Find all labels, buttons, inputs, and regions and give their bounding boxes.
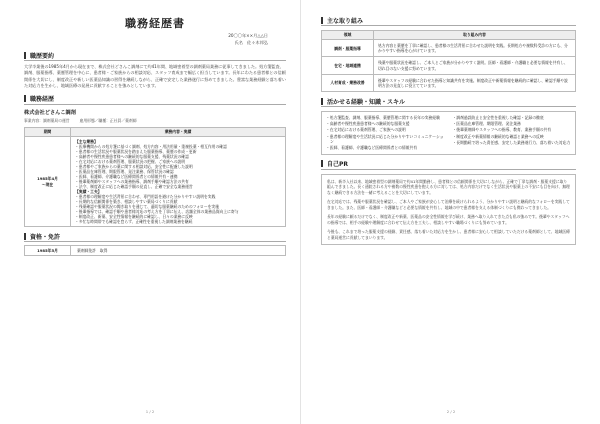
list-item: ・長期的な信頼関係を築き、相談しやすい薬局づくりに貢献 [75,199,178,205]
table-header-row [25,127,286,136]
skills-left-column [326,115,449,151]
skill-item: ・医師、看護師、介護職など医療関係者との情報共有 [326,144,418,150]
list-item: ・医療機関からの処方箋に基づく調剤、処方内容・用法用量・重複投薬・相互作用の確認 [75,143,227,149]
skill-item: ・患者様の理解度や生活状況に応じた分かりやすいコミュニケーション [326,133,444,144]
table-row [25,136,286,227]
list-item: ・後輩指導では、確認手順や患者様対応の考え方を丁寧に伝え、店舗全体の業務品質向上に寄与 [75,209,239,215]
effort-field: 調剤・服薬指導 [322,40,374,57]
main-duties-list [75,144,281,189]
list-item: ・高齢者や慢性疾患患者様への継続的な服薬支援、残薬状況の確認 [75,153,189,159]
page-number: 1 / 2 [145,409,155,414]
heading-bar [24,95,26,102]
heading-bar [24,233,26,240]
ingenuity-list [75,194,281,224]
employment-type: 雇用形態／職種：正社員／薬剤師 [79,117,137,123]
efforts-heading: 主な取り組み [321,16,576,26]
list-item: ・在宅対応における薬剤管理、服薬状況の把握、ご家族への説明 [75,158,186,164]
summary-text: 大学卒業後の1985年4月から現在まで、株式会社どさんこ調剤にて約41年間、地域密着型の調剤薬局業務に従事してきました。処方箋監査、調剤、服薬指導、薬歴管理を中心に、患者様・ご家族からの相談対応、スタッフ育成まで幅広く担当しています。長年にわたる患者様との信頼関係を大切にし、制度改正や新しい医薬品知識の習得を継続しながら、正確で安定した業務遂行に努めてきました。豊富な業務経験と落ち着いた対応力を生かし、地域医療の発展に貢献することを強みとしています。 [24,64,286,89]
company-name: 株式会社どさんこ調剤 [24,109,76,116]
list-item: ・法令、制度改正に応じた確認手順の見直し、正確で安全な業務運営 [75,184,193,190]
list-item: ・後輩薬剤師やスタッフへの業務指導、調剤手順や確認方法の共有 [75,179,189,184]
summary-heading: 職歴要約 [24,51,286,61]
pr-box [321,174,576,246]
document-date: 20〇〇年××月△△日 [228,33,268,38]
header-content: 取り組み内容 [374,31,576,40]
license-text: 薬剤師免許 取得 [71,246,286,256]
skill-item: ・処方箋監査、調剤、服薬指導、薬歴管理に関する長年の実務経験 [326,115,440,121]
skills-box [321,111,576,155]
pr-paragraph: 私は、新卒入社以来、地域密着型の調剤薬局で約41年間勤務し、患者様との信頼関係を大切にしながら、正確で丁寧な調剤・服薬支援に取り組んできました。長く通院される方や複数の慢性疾患を抱える方に対しては、処方内容だけでなく生活状況や服薬上の不安にも目を向け、無理なく継続できる方法を一緒に考えることを大切にしています。 [327,178,570,195]
heading-bar [321,98,323,105]
skill-item: ・調剤過誤防止と安全性を重視した確認・記録の徹底 [452,115,544,121]
skill-item: ・後輩薬剤師やスタッフへの指導、教育、業務手順の共有 [452,127,552,133]
effort-content: 処方内容と薬歴を丁寧に確認し、患者様の生活背景に合わせた説明を実践。長期処方や複数科受診の方にも、分かりやすい指導を心がけています。 [374,40,576,57]
license-heading: 資格・免許 [24,232,286,242]
table-row [322,57,576,74]
document-title: 職務経歴書 [125,17,185,30]
page-2 [300,0,600,424]
heading-bar [321,160,323,167]
content-cell [71,136,286,227]
table-row [25,246,286,256]
list-item: ・多忙な時間帯でも確認を怠らず、正確性を重視した調剤業務を継続 [75,219,193,225]
header-field: 領域 [322,31,374,40]
skill-item: ・制度改正や新薬情報の継続的な確認と業務への反映 [452,133,544,139]
skill-item: ・医薬品在庫管理、期限管理、発注業務 [452,121,521,127]
skill-item: ・在宅対応における薬剤管理、ご家族への説明 [326,127,406,133]
pr-paragraph: 今後も、これまで培った服薬支援の経験、責任感、落ち着いた対応力を生かし、患者様に安心して相談していただける薬剤師として、地域医療と薬局運営に貢献してまいります。 [327,229,570,240]
list-item: ・医師、看護師、介護職など医療関係者との情報共有・連携 [75,173,178,179]
table-header-row [322,31,576,40]
main-duties-heading: 【主な業務】 [75,138,98,144]
list-item: ・残薬確認や服薬状況の聞き取りを通じて、適切な服薬継続のためのフォローを実施 [75,204,220,210]
list-item: ・患者様やご家族からの薬に関する相談対応、安全性に配慮した説明 [75,163,193,169]
table-row [322,74,576,91]
pr-paragraph: 在宅対応では、残薬や服薬状況を確認し、ご本人やご家族が安心して治療を続けられるよう、分かりやすい説明と継続的なフォローを実践してきました。また、医師・看護師・介護職などと必要な情報を共有し、地域の中で患者様を支える体制づくりにも携わってきました。 [327,199,570,210]
pr-heading: 自己PR [321,160,576,170]
ingenuity-heading: 【実績・工夫】 [75,189,102,195]
header-period: 期間 [25,127,71,136]
pr-paragraph: 長年の経験に頼るだけでなく、制度改正や新薬、医薬品の安全性情報を学び続け、業務へ取り入れてきた点も私の強みです。後輩やスタッフへの指導では、相手の経験や理解度に合わせて伝え方を工夫し、相談しやすい職場づくりにも努めています。 [327,214,570,225]
skill-item: ・高齢者や慢性疾患患者様への継続的な服薬支援 [326,121,410,127]
license-table [24,245,286,256]
effort-content: 残薬や服薬状況を確認し、ご本人とご家族が分かりやすく説明。医師・看護師・介護職と必要な情報を共有し、切れ目のない支援に努めています。 [374,57,576,74]
header-content: 業務内容・実績 [71,127,286,136]
effort-field: 在宅・地域連携 [322,57,374,74]
history-table [24,127,286,228]
heading-bar [24,52,26,59]
history-heading: 職務経歴 [24,95,286,105]
list-item: ・患者様の理解度や生活背景に合わせ、専門用語を避けた分かりやすい説明を実践 [75,194,216,200]
heading-bar [321,17,323,24]
applicant-name: 氏名 佐々木邦弘 [234,40,268,45]
effort-field: 人材育成・業務改善 [322,74,374,91]
skills-right-column [449,115,572,151]
period-cell: 1985年4月 〜現在 [25,136,71,227]
page-number: 2 / 2 [446,409,456,414]
license-date: 1985年5月 [25,246,71,256]
efforts-table [321,30,576,92]
list-item: ・患者様の生活状況や服薬状況を踏まえた服薬指導、薬歴の作成・更新 [75,148,197,154]
business-description: 事業内容：調剤薬局の運営 [24,117,70,123]
company-details [24,118,286,124]
skills-heading: 活かせる経験・知識・スキル [321,97,576,107]
list-item: ・医薬品在庫管理、期限管理、発注業務、保管状況の確認 [75,168,174,174]
skill-item: ・長期勤続で培った責任感、安定した業務遂行力、落ち着いた対応力 [452,139,571,145]
list-item: ・制度改正、新薬、安全性情報を継続的に確認し、日々の業務に反映 [75,214,193,220]
effort-content: 後輩やスタッフの経験に合わせた指導と知識共有を実施。制度改正や新薬情報を継続的に確認し、確認手順や説明方法の見直しに役立てています。 [374,74,576,91]
table-row [322,40,576,57]
